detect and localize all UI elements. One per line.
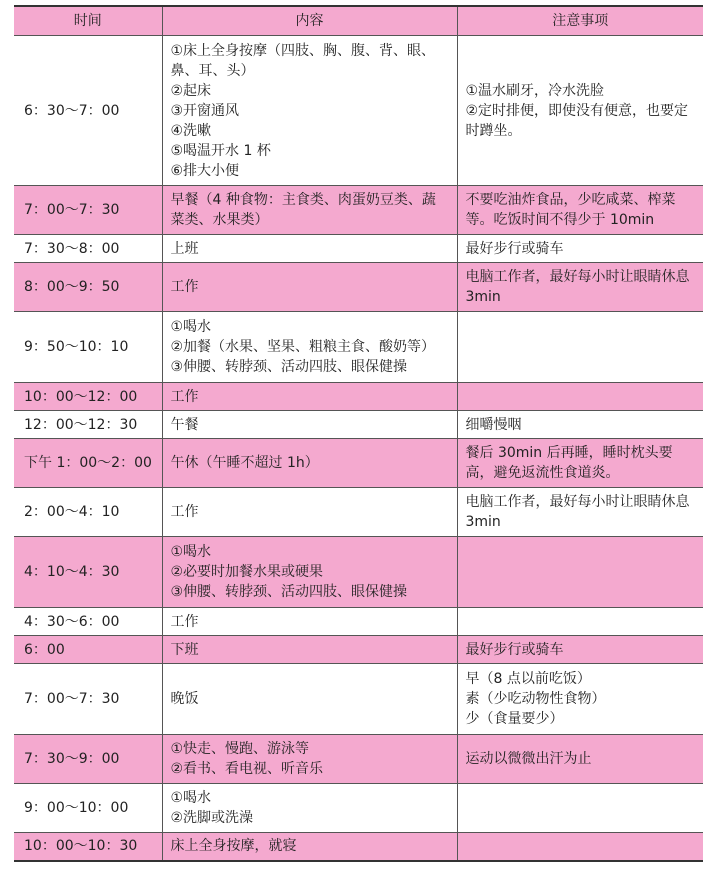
table-row (14, 537, 703, 608)
content-line: ②洗脚或洗澡 (170, 810, 254, 826)
note-line: 最好步行或骑车 (465, 240, 564, 257)
content-line: ③伸腰、转脖颈、活动四肢、眼保健操 (170, 584, 408, 600)
time-cell: 4：30～6：00 (14, 608, 162, 636)
time-cell: 7：00～7：30 (14, 186, 162, 235)
content-cell (162, 186, 457, 235)
table-row (14, 833, 703, 861)
table-row (14, 735, 703, 784)
note-line: 细嚼慢咽 (465, 416, 522, 433)
content-line: 床上全身按摩，就寝 (170, 838, 297, 855)
table-row (14, 186, 703, 235)
time-cell: 4：10～4：30 (14, 537, 162, 608)
time-cell: 2：00～4：10 (14, 488, 162, 537)
note-line: 素（少吃动物性食物） (465, 691, 606, 707)
notes-cell (457, 784, 703, 833)
table-row (14, 411, 703, 439)
content-line: ①喝水 (170, 319, 212, 335)
time-cell: 6：30～7：00 (14, 36, 162, 186)
note-line: 电脑工作者，最好每小时让眼睛休息 3min (465, 494, 690, 530)
content-line: 工作 (170, 613, 199, 630)
content-line: 工作 (170, 504, 199, 520)
content-line: ①快走、慢跑、游泳等 (170, 741, 310, 757)
notes-cell (457, 383, 703, 411)
time-cell: 9：00～10：00 (14, 784, 162, 833)
content-line: ①喝水 (170, 790, 212, 806)
time-cell: 8：00～9：50 (14, 263, 162, 312)
note-line: 餐后 30min 后再睡，睡时枕头要高，避免返流性食道炎。 (465, 445, 673, 481)
schedule-body (14, 36, 703, 861)
notes-cell (457, 312, 703, 383)
content-cell (162, 636, 457, 664)
note-line: ①温水刷牙，冷水洗脸 (465, 82, 605, 99)
content-line: 早餐（4 种食物：主食类、肉蛋奶豆类、蔬菜类、水果类） (170, 192, 436, 228)
schedule-table (14, 5, 703, 862)
table-row (14, 664, 703, 735)
header-content: 内容 (162, 6, 457, 36)
notes-cell (457, 439, 703, 488)
content-line: ②加餐（水果、坚果、粗粮主食、酸奶等） (170, 339, 436, 355)
content-line: ①喝水 (170, 544, 212, 560)
content-cell (162, 664, 457, 735)
table-row (14, 439, 703, 488)
content-cell (162, 312, 457, 383)
content-line: 工作 (170, 279, 199, 295)
content-line: ②看书、看电视、听音乐 (170, 761, 324, 777)
note-line: ②定时排便，即使没有便意，也要定时蹲坐。 (465, 102, 689, 139)
time-cell: 7：30～8：00 (14, 235, 162, 263)
notes-cell (457, 735, 703, 784)
content-line: ②起床 (170, 82, 212, 99)
table-row (14, 636, 703, 664)
content-cell (162, 608, 457, 636)
time-cell: 7：30～9：00 (14, 735, 162, 784)
note-line: 最好步行或骑车 (465, 641, 564, 658)
notes-cell (457, 833, 703, 861)
table-row (14, 383, 703, 411)
content-line: ③伸腰、转脖颈、活动四肢、眼保健操 (170, 359, 408, 375)
note-line: 少（食量要少） (465, 711, 564, 727)
note-line: 早（8 点以前吃饭） (465, 671, 591, 687)
table-row (14, 263, 703, 312)
table-row (14, 312, 703, 383)
note-line: 运动以微微出汗为止 (465, 751, 592, 767)
content-cell (162, 735, 457, 784)
notes-cell (457, 608, 703, 636)
content-cell (162, 833, 457, 861)
notes-cell (457, 411, 703, 439)
notes-cell (457, 488, 703, 537)
content-line: ④洗嗽 (170, 122, 212, 139)
table-row (14, 784, 703, 833)
notes-cell (457, 664, 703, 735)
content-line: 上班 (170, 240, 199, 257)
content-line: ②必要时加餐水果或硬果 (170, 564, 324, 580)
time-cell: 12：00～12：30 (14, 411, 162, 439)
content-line: 午休（午睡不超过 1h） (170, 455, 319, 471)
table-row (14, 36, 703, 186)
content-line: 午餐 (170, 416, 199, 433)
content-line: 晚饭 (170, 691, 199, 707)
content-line: 工作 (170, 388, 199, 405)
time-cell: 6：00 (14, 636, 162, 664)
time-cell: 9：50～10：10 (14, 312, 162, 383)
notes-cell (457, 36, 703, 186)
content-cell (162, 411, 457, 439)
table-row (14, 235, 703, 263)
content-line: ⑥排大小便 (170, 162, 240, 179)
notes-cell (457, 636, 703, 664)
time-cell: 10：00～12：00 (14, 383, 162, 411)
table-row (14, 488, 703, 537)
time-cell: 7：00～7：30 (14, 664, 162, 735)
content-line: ③开窗通风 (170, 102, 240, 119)
content-line: 下班 (170, 641, 199, 658)
content-cell (162, 784, 457, 833)
content-line: ①床上全身按摩（四肢、胸、腹、背、眼、鼻、耳、头） (170, 42, 436, 79)
header-time: 时间 (14, 6, 162, 36)
time-cell: 10：00～10：30 (14, 833, 162, 861)
header-notes: 注意事项 (457, 6, 703, 36)
content-cell (162, 263, 457, 312)
notes-cell (457, 537, 703, 608)
notes-cell (457, 263, 703, 312)
notes-cell (457, 186, 703, 235)
content-line: ⑤喝温开水 1 杯 (170, 142, 271, 159)
content-cell (162, 439, 457, 488)
time-cell: 下午 1：00～2：00 (14, 439, 162, 488)
header-row (14, 6, 703, 36)
content-cell (162, 488, 457, 537)
content-cell (162, 383, 457, 411)
table-row (14, 608, 703, 636)
content-cell (162, 537, 457, 608)
note-line: 电脑工作者，最好每小时让眼睛休息 3min (465, 269, 690, 305)
note-line: 不要吃油炸食品，少吃咸菜、榨菜等。吃饭时间不得少于 10min (465, 192, 676, 228)
content-cell (162, 235, 457, 263)
content-cell (162, 36, 457, 186)
notes-cell (457, 235, 703, 263)
